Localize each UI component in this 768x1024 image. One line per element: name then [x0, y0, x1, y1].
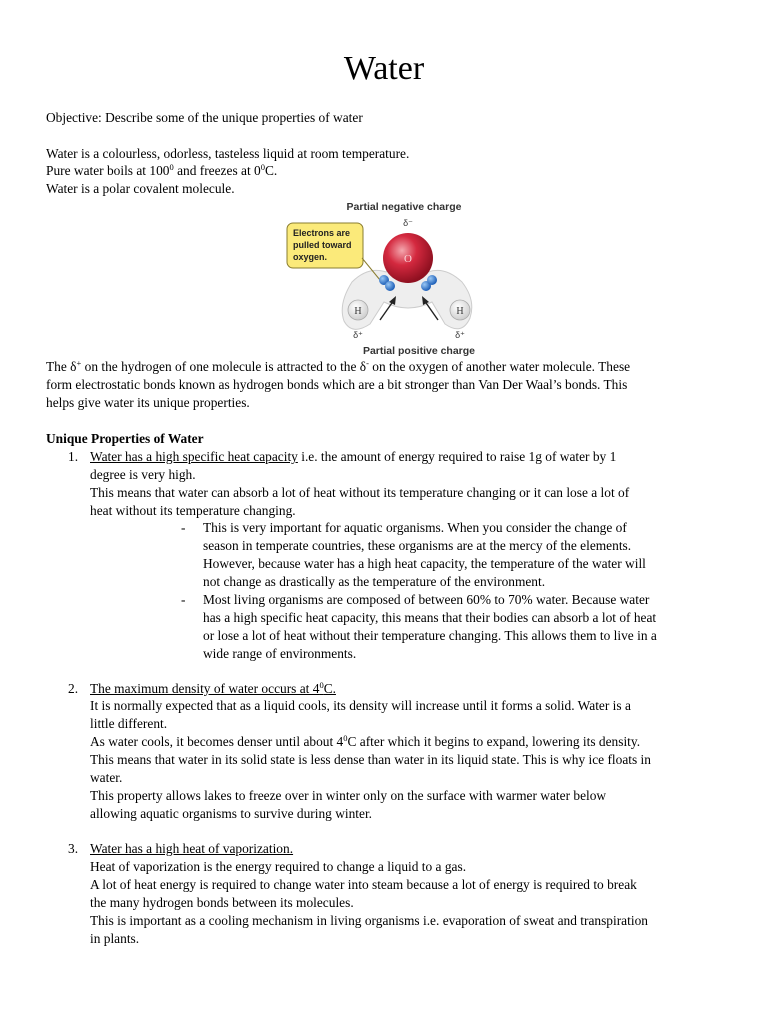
partial-positive-label: Partial positive charge: [362, 345, 476, 357]
item3-number: 3.: [68, 841, 79, 856]
item2-line-1: It is normally expected that as a liquid cools, its density will increase until it forms a solid. Water is a: [90, 698, 631, 713]
bullet1-line-3: However, because water has a high heat capacity, the temperature of the water will: [203, 556, 646, 571]
bullet2-line-1: Most living organisms are composed of between 60% to 70% water. Because water: [203, 592, 650, 607]
delta-plus-right: δ⁺: [455, 330, 465, 340]
item1-line-3: This means that water can absorb a lot of heat without its temperature changing or it can lose a lot of: [90, 485, 630, 500]
electron-dot: [427, 275, 437, 285]
item1-line-2: degree is very high.: [90, 467, 196, 482]
item3-line-1: Heat of vaporization is the energy required to change a liquid to a gas.: [90, 859, 467, 874]
item2-line-3: As water cools, it becomes denser until about $4^0C$ after which it begins to expand, lowering its density.: [90, 733, 641, 749]
item3-line-2: A lot of heat energy is required to change water into steam because a lot of energy is required to break: [90, 877, 637, 892]
item2-line-2: little different.: [90, 716, 168, 731]
intro-line-2: Pure water boils at $100^0$ and freezes at $0^0C$.: [46, 162, 278, 178]
para1-line-3: helps give water its unique properties.: [46, 395, 250, 410]
bullet-dash: -: [181, 520, 186, 535]
item3-line-3: the many hydrogen bonds between its molecules.: [90, 895, 354, 910]
oxygen-label: O: [404, 253, 412, 265]
bullet1-line-1: This is very important for aquatic organisms. When you consider the change of: [203, 520, 627, 535]
section-heading: Unique Properties of Water: [46, 431, 204, 446]
item3-line-5: in plants.: [90, 931, 140, 946]
bullet2-line-2: has a high specific heat capacity, this means that their bodies can absorb a lot of heat: [203, 610, 657, 625]
delta-plus-left: δ⁺: [353, 330, 363, 340]
bullet1-line-2: season in temperate countries, these organisms are at the mercy of the elements.: [203, 538, 632, 553]
bullet2-line-4: wide range of environments.: [203, 646, 357, 661]
hydrogen-label-right: H: [456, 306, 464, 317]
callout-line-1: Electrons are: [293, 228, 351, 238]
item1-number: 1.: [68, 449, 79, 464]
intro-line-3: Water is a polar covalent molecule.: [46, 181, 235, 196]
item3-heading: Water has a high heat of vaporization.: [90, 841, 294, 856]
partial-negative-label: Partial negative charge: [346, 201, 462, 213]
bullet1-line-4: not change as drastically as the temperature of the environment.: [203, 574, 546, 589]
callout-line-2: pulled toward: [293, 240, 352, 250]
intro-line-1: Water is a colourless, odorless, tasteless liquid at room temperature.: [46, 146, 410, 161]
bullet2-line-3: or lose a lot of heat without their temperature changing. This allows them to live in a: [203, 628, 657, 643]
bullet-dash: -: [181, 592, 186, 607]
item2-line-5: water.: [90, 770, 123, 785]
item2-line-6: This property allows lakes to freeze over in winter only on the surface with warmer water below: [90, 788, 607, 803]
item1-heading-line: Water has a high specific heat capacity i.e. the amount of energy required to raise 1g of water by 1: [90, 449, 617, 464]
item1-line-4: heat without its temperature changing.: [90, 503, 296, 518]
para1-line-2: form electrostatic bonds known as hydrogen bonds which are a bit stronger than Van Der Waal’s bonds. This: [46, 377, 628, 392]
item3-line-4: This is important as a cooling mechanism in living organisms i.e. evaporation of sweat and transpiration: [90, 913, 648, 928]
electron-dot: [385, 281, 395, 291]
callout-line-3: oxygen.: [293, 252, 328, 262]
water-molecule-diagram: [280, 196, 492, 358]
delta-minus-label: δ⁻: [403, 218, 413, 228]
item2-heading: The maximum density of water occurs at $4^0C$.: [90, 680, 336, 696]
hydrogen-label-left: H: [354, 306, 362, 317]
item2-number: 2.: [68, 681, 79, 696]
objective: Objective: Describe some of the unique properties of water: [46, 110, 363, 125]
item2-line-4: This means that water in its solid state is less dense than water in its liquid state. This is why ice floats in: [90, 752, 651, 767]
page-title: Water: [343, 50, 425, 87]
item2-line-7: allowing aquatic organisms to survive during winter.: [90, 806, 373, 821]
para1-line-1: The δ+ on the hydrogen of one molecule is attracted to the δ- on the oxygen of another water molecule. These: [46, 358, 631, 374]
